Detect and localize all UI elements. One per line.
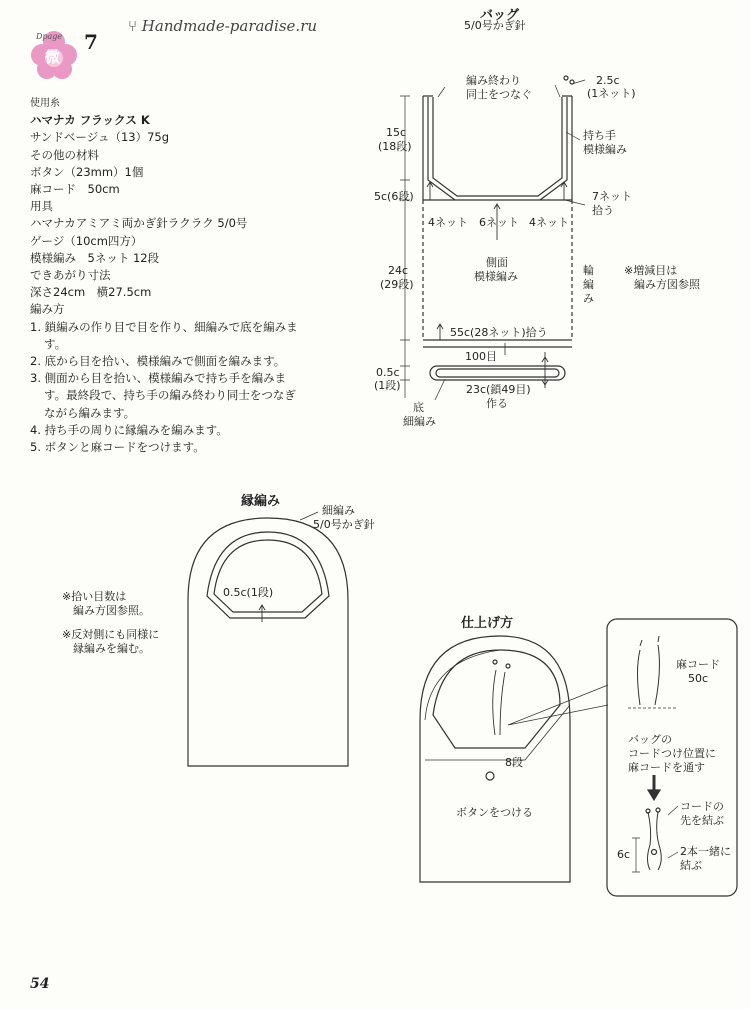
edge-note: ※反対側にも同様に xyxy=(62,628,160,641)
finish-cord-label: 麻コード xyxy=(676,658,720,671)
step-item: 3. 側面から目を拾い、模様編みで持ち手を編みます。最終段で、持ち手の編み終わり同士をつなぎながら編みます。 xyxy=(30,371,296,420)
materials-line: 模様編み 5ネット 12段 xyxy=(30,250,160,265)
materials-line: 使用糸 xyxy=(30,98,60,109)
bag-net-mid: 6ネット xyxy=(479,216,519,229)
finish-tie-label: 先を結ぶ xyxy=(680,814,724,827)
materials-line: ハマナカアミアミ両かぎ針ラクラク 5/0号 xyxy=(30,216,248,231)
badge-number: 7 xyxy=(84,30,98,54)
materials-line: ゲージ（10cm四方） xyxy=(30,233,143,248)
fork-icon: ⑂ xyxy=(128,17,138,35)
bag-loop-label: 編 xyxy=(583,278,594,291)
bag-handle-label: 持ち手 xyxy=(583,129,616,142)
bag-right-dim: (1ネット) xyxy=(587,87,636,100)
step-item: 5. ボタンと麻コードをつけます。 xyxy=(30,440,205,455)
bag-net-right: 4ネット xyxy=(529,216,569,229)
bag-note: 編み方図参照 xyxy=(634,278,700,291)
page-number: 54 xyxy=(30,976,50,992)
materials-line: 編み方 xyxy=(30,302,65,317)
finish-together-label: 結ぶ xyxy=(680,859,702,872)
bag-pick-label: 7ネット xyxy=(592,190,632,203)
bag-bottom-label: 細編み xyxy=(403,415,436,428)
edge-diagram-shape xyxy=(188,512,348,766)
finish-attach-label: バッグの xyxy=(628,733,672,746)
finish-title: 仕上げ方 xyxy=(461,616,514,631)
finish-rows: 8段 xyxy=(505,756,523,769)
badge-char: 微 xyxy=(45,48,61,66)
bag-net-left: 4ネット xyxy=(428,216,468,229)
finish-button-label: ボタンをつける xyxy=(456,806,533,819)
finish-length: 6c xyxy=(617,848,631,861)
bag-bottom-label: 底 xyxy=(413,401,424,414)
bag-right-dim: 2.5c xyxy=(596,74,620,87)
materials-line: 用具 xyxy=(30,199,53,214)
finish-tie-label: コードの xyxy=(680,800,724,813)
bag-handle-height: 15c xyxy=(386,126,407,139)
step-item: 4. 持ち手の周りに縁編みを編みます。 xyxy=(30,422,228,437)
step-item: 2. 底から目を拾い、模様編みで側面を編みます。 xyxy=(30,354,286,369)
edge-note: ※拾い目数は xyxy=(62,590,127,603)
bag-note: ※増減目は xyxy=(624,264,678,277)
bag-shoulder-dim: 5c(6段) xyxy=(374,190,414,203)
bag-bottom-height: (1段) xyxy=(374,379,401,392)
bag-chain-label: 作る xyxy=(486,397,508,410)
bag-loop-label: み xyxy=(583,292,594,305)
edge-stitch-label: 5/0号かぎ針 xyxy=(313,518,375,531)
bag-stitch-count: 100目 xyxy=(465,350,497,363)
materials-line: サンドベージュ（13）75g xyxy=(30,130,170,145)
edge-note: 縁編みを編む。 xyxy=(73,642,150,655)
bag-bottom-height: 0.5c xyxy=(376,366,400,379)
edge-dim: 0.5c(1段) xyxy=(223,586,274,599)
bag-side-height: 24c xyxy=(388,264,409,277)
bag-loop-label: 輪 xyxy=(583,264,594,277)
edge-note: 編み方図参照。 xyxy=(73,604,150,617)
bag-side-label: 側面 xyxy=(486,256,508,269)
bag-side-label: 模様編み xyxy=(474,270,518,283)
badge-small-text: Dpage xyxy=(36,32,63,41)
bag-pickup-label: 55c(28ネット)拾う xyxy=(450,326,548,339)
finish-together-label: 2本一緒に xyxy=(680,845,731,858)
materials-line: ボタン（23mm）1個 xyxy=(30,164,144,179)
bag-handle-label: 模様編み xyxy=(583,143,627,156)
bag-title: バッグ xyxy=(480,8,520,23)
finish-attach-label: 麻コードを通す xyxy=(628,761,705,774)
materials-line: 麻コード 50cm xyxy=(30,182,120,197)
materials-line: ハマナカ フラックス K xyxy=(30,113,150,128)
site-name: Handmade-paradise.ru xyxy=(141,17,318,35)
finish-cord-label: 50c xyxy=(688,672,709,685)
edge-stitch-label: 細編み xyxy=(322,504,355,517)
edge-title: 縁編み xyxy=(241,494,281,509)
bag-chain-label: 23c(鎖49目) xyxy=(466,383,531,396)
materials-line: 深さ24cm 横27.5cm xyxy=(30,285,152,300)
materials-line: できあがり寸法 xyxy=(30,268,111,283)
bag-hook: 5/0号かぎ針 xyxy=(464,19,526,32)
bag-handle-height: (18段) xyxy=(378,140,412,153)
bag-side-height: (29段) xyxy=(380,278,414,291)
bag-top-note: 編み終わり xyxy=(466,74,521,87)
bag-pick-label: 拾う xyxy=(592,204,614,217)
bag-top-note: 同士をつなぐ xyxy=(466,88,532,101)
step-item: 1. 鎖編みの作り目で目を作り、細編みで底を編みます。 xyxy=(30,319,298,351)
finish-attach-label: コードつけ位置に xyxy=(628,747,716,760)
materials-line: その他の材料 xyxy=(30,147,99,162)
